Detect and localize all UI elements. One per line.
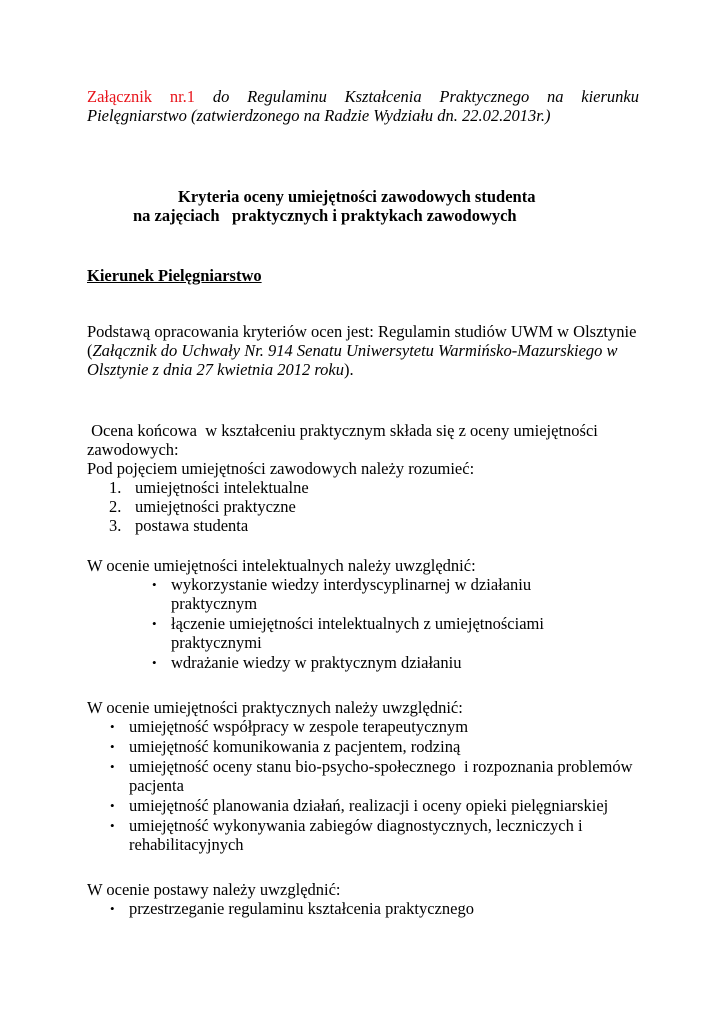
list-number: 3. <box>109 516 122 535</box>
list-text: umiejętność oceny stanu bio-psycho-społecznego i rozpoznania problemów pacjenta <box>129 757 637 795</box>
practical-list <box>105 717 635 854</box>
list-text: postawa studenta <box>135 516 249 535</box>
basis-suffix: ). <box>343 360 354 379</box>
annex-note <box>87 87 639 125</box>
practical-intro: W ocenie umiejętności praktycznych należy uwzględnić: <box>87 698 463 717</box>
list-number: 2. <box>109 497 122 516</box>
bullet-icon: • <box>110 759 115 774</box>
list-number: 1. <box>109 478 122 497</box>
bullet-icon: • <box>152 655 157 670</box>
document-title <box>87 187 639 225</box>
skills-list <box>87 478 639 535</box>
attitude-intro: W ocenie postawy należy uwzględnić: <box>87 880 341 899</box>
annex-label: Załącznik nr.1 <box>87 87 196 106</box>
attitude-section <box>87 880 647 919</box>
intellectual-intro: W ocenie umiejętności intelektualnych należy uwzględnić: <box>87 556 476 575</box>
bullet-icon: • <box>110 901 115 916</box>
list-item <box>109 497 639 516</box>
intellectual-skills-section <box>87 556 647 673</box>
bullet-icon: • <box>110 719 115 734</box>
list-text: wykorzystanie wiedzy interdyscyplinarnej w działaniu praktycznym <box>171 575 532 613</box>
practical-skills-section <box>87 698 647 855</box>
intellectual-list <box>147 575 567 672</box>
title-line-2: na zajęciach praktycznych i praktykach zawodowych <box>133 206 517 225</box>
list-text: łączenie umiejętności intelektualnych z umiejętnościami praktycznymi <box>171 614 544 652</box>
list-text: umiejętność komunikowania z pacjentem, rodziną <box>129 737 461 756</box>
list-text: umiejętność współpracy w zespole terapeutycznym <box>129 717 469 736</box>
list-item <box>105 717 635 736</box>
list-item <box>105 737 635 756</box>
list-item <box>109 516 639 535</box>
list-item <box>147 614 567 652</box>
final-grade-section <box>87 421 639 535</box>
list-text: przestrzeganie regulaminu kształcenia praktycznego <box>129 899 474 918</box>
list-text: umiejętność planowania działań, realizacji i oceny opieki pielęgniarskiej <box>129 796 609 815</box>
annex-text: do Regulaminu Kształcenia Praktycznego na kierunku Pielęgniarstwo (zatwierdzonego na Radzie Wydziału dn. 22.02.2013r.) <box>87 87 639 125</box>
list-item <box>147 653 567 672</box>
bullet-icon: • <box>152 616 157 631</box>
list-item <box>105 816 635 854</box>
bullet-icon: • <box>110 739 115 754</box>
list-item <box>105 899 647 918</box>
list-text: umiejętności praktyczne <box>135 497 296 516</box>
basis-prefix: Podstawą opracowania kryteriów ocen jest: Regulamin studiów UWM w Olsztynie ( <box>87 322 637 360</box>
list-item <box>109 478 639 497</box>
title-line-1: Kryteria oceny umiejętności zawodowych studenta <box>178 187 536 206</box>
bullet-icon: • <box>152 577 157 592</box>
list-text: umiejętności intelektualne <box>135 478 309 497</box>
list-item <box>105 757 635 795</box>
list-item <box>147 575 567 613</box>
basis-paragraph <box>87 322 639 379</box>
basis-italic: Załącznik do Uchwały Nr. 914 Senatu Uniwersytetu Warmińsko-Mazurskiego w Olsztynie z dnia 27 kwietnia 2012 roku <box>87 341 618 379</box>
section-heading: Kierunek Pielęgniarstwo <box>87 266 262 285</box>
final-definition: Pod pojęciem umiejętności zawodowych należy rozumieć: <box>87 459 475 478</box>
final-intro: Ocena końcowa w kształceniu praktycznym składa się z oceny umiejętności zawodowych: <box>87 421 602 459</box>
attitude-list <box>105 899 647 918</box>
bullet-icon: • <box>110 798 115 813</box>
list-text: umiejętność wykonywania zabiegów diagnostycznych, leczniczych i rehabilitacyjnych <box>129 816 583 854</box>
list-item <box>105 796 635 815</box>
list-text: wdrażanie wiedzy w praktycznym działaniu <box>171 653 462 672</box>
bullet-icon: • <box>110 818 115 833</box>
